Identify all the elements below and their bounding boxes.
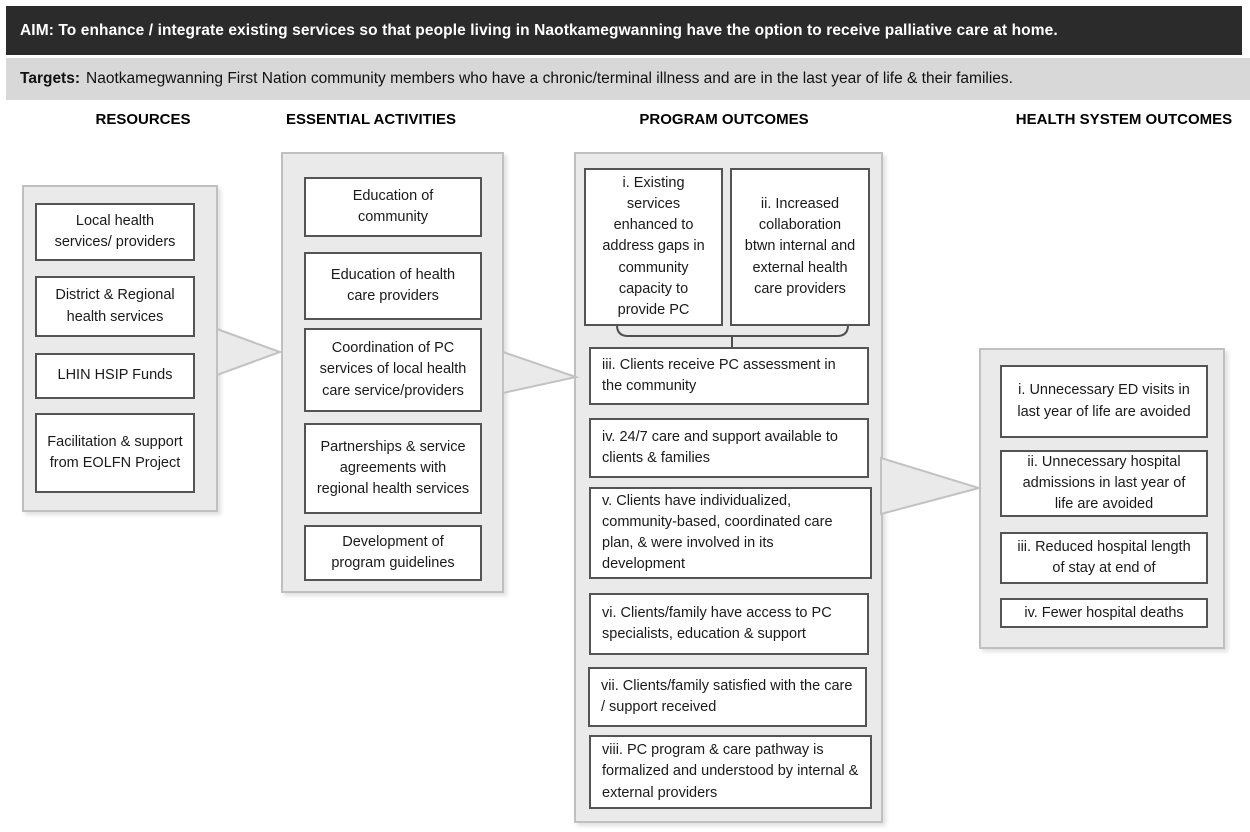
arrow-activities-to-program-icon: [503, 352, 576, 393]
column-header-essential-activities: ESSENTIAL ACTIVITIES: [285, 111, 457, 128]
program-outcome-box-viii: viii. PC program & care pathway is formalized and understood by internal & external providers: [589, 735, 872, 809]
resources-box-lhin-hsip-funds: LHIN HSIP Funds: [35, 353, 195, 399]
activity-box-program-guidelines: Development of program guidelines: [304, 525, 482, 581]
resources-box-local-health: Local health services/ providers: [35, 203, 195, 261]
program-outcome-box-iv: iv. 24/7 care and support available to clients & families: [589, 418, 869, 478]
arrow-program-to-health-icon: [881, 458, 979, 514]
program-outcome-box-iii: iii. Clients receive PC assessment in the community: [589, 347, 869, 405]
arrow-resources-to-activities-icon: [217, 329, 280, 375]
aim-text: AIM: To enhance / integrate existing services so that people living in Naotkamegwanning have the option to receive palliative care at home.: [20, 21, 1058, 39]
program-outcome-box-vi: vi. Clients/family have access to PC specialists, education & support: [589, 593, 869, 655]
program-outcome-box-vii: vii. Clients/family satisfied with the care / support received: [588, 667, 867, 727]
program-outcome-box-ii: ii. Increased collaboration btwn internal and external health care providers: [730, 168, 870, 326]
program-outcome-box-i: i. Existing services enhanced to address gaps in community capacity to provide PC: [584, 168, 723, 326]
resources-box-district-regional: District & Regional health services: [35, 276, 195, 337]
targets-banner: [6, 58, 1250, 100]
health-outcome-box-ii: ii. Unnecessary hospital admissions in last year of life are avoided: [1000, 450, 1208, 517]
activity-box-community-education: Education of community: [304, 177, 482, 237]
health-outcome-box-iv: iv. Fewer hospital deaths: [1000, 598, 1208, 628]
targets-label: Targets:: [20, 70, 81, 87]
targets-text: Naotkamegwanning First Nation community members who have a chronic/terminal illness and are in the last year of life & their families.: [86, 70, 1013, 87]
resources-box-eolfn-support: Facilitation & support from EOLFN Project: [35, 413, 195, 493]
activity-box-provider-education: Education of health care providers: [304, 252, 482, 320]
health-outcome-box-iii: iii. Reduced hospital length of stay at end of: [1000, 532, 1208, 584]
program-outcome-box-v: v. Clients have individualized, community-based, coordinated care plan, & were involved in its development: [589, 487, 872, 579]
activity-box-partnerships: Partnerships & service agreements with regional health services: [304, 423, 482, 514]
column-header-health-system-outcomes: HEALTH SYSTEM OUTCOMES: [1015, 111, 1233, 128]
column-header-program-outcomes: PROGRAM OUTCOMES: [639, 111, 809, 128]
health-outcome-box-i: i. Unnecessary ED visits in last year of life are avoided: [1000, 365, 1208, 438]
column-header-resources: RESOURCES: [95, 111, 191, 128]
activity-box-pc-coordination: Coordination of PC services of local health care service/providers: [304, 328, 482, 412]
aim-banner: [6, 6, 1242, 55]
